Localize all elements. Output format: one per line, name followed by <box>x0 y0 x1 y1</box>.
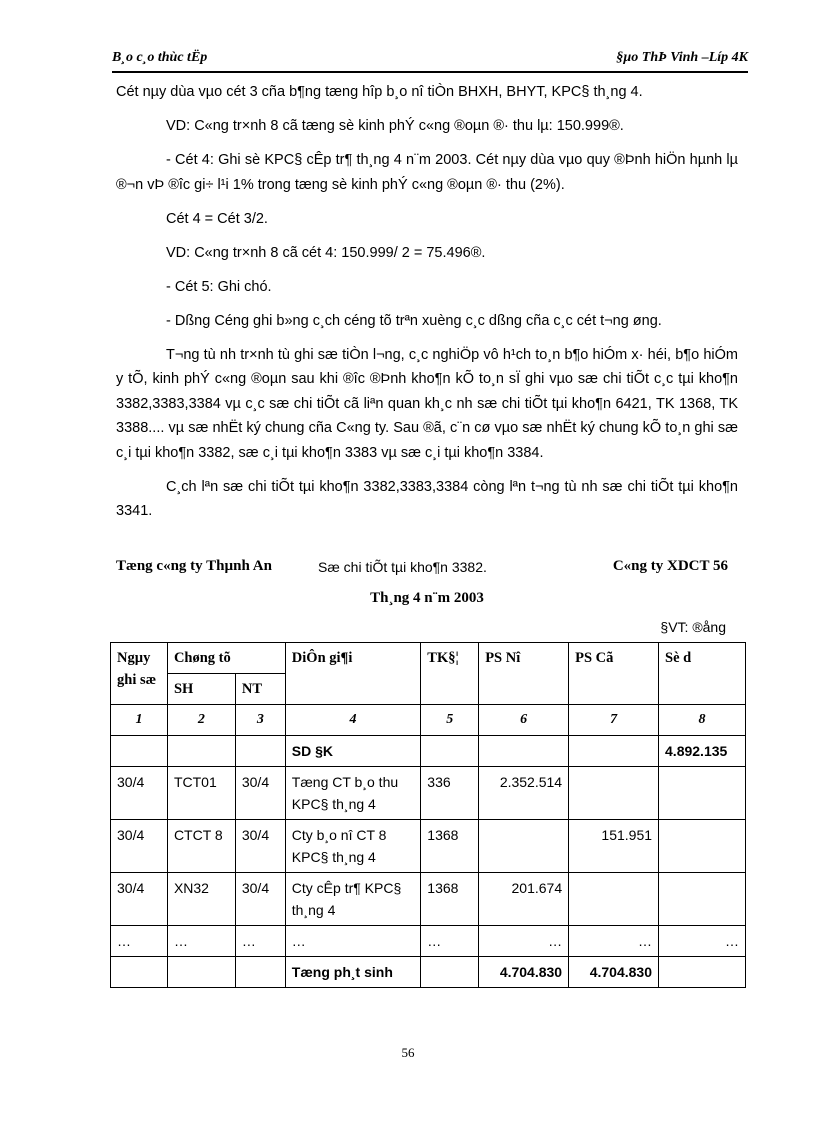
page-number: 56 <box>401 1045 415 1060</box>
paragraph: Cét 4 = Cét 3/2. <box>166 210 268 227</box>
opening-balance: 4.892.135 <box>659 736 746 767</box>
ellipsis: … <box>167 926 235 957</box>
paragraph: VD: C«ng tr×nh 8 cã cét 4: 150.999/ 2 = 75.496®. <box>166 244 486 261</box>
col-date-header: Ngµy ghi sæ <box>111 643 168 705</box>
ledger-meta <box>116 558 738 582</box>
company-right: C«ng ty XDCT 56 <box>612 558 728 574</box>
header-rule <box>112 71 748 73</box>
cell-credit <box>569 873 659 926</box>
ellipsis: … <box>479 926 569 957</box>
cell-date: 30/4 <box>111 820 168 873</box>
cell-tk: 1368 <box>421 873 479 926</box>
col-desc-header: DiÔn gi¶i <box>285 643 421 705</box>
cell-desc: Tæng CT b¸o thu KPC§ th¸ng 4 <box>285 767 421 820</box>
col-number: 8 <box>659 705 746 736</box>
ledger-unit: §VT: ®ång <box>660 619 726 635</box>
ledger-table <box>110 642 746 988</box>
table-header-row <box>111 643 746 674</box>
opening-balance-row <box>111 736 746 767</box>
col-voucher-header: Chøng tõ <box>167 643 285 674</box>
ellipsis: … <box>111 926 168 957</box>
col-number: 5 <box>421 705 479 736</box>
col-tk-header: TK§¦ <box>421 643 479 705</box>
total-label: Tæng ph¸t sinh <box>285 957 421 988</box>
ellipsis: … <box>285 926 421 957</box>
cell-credit: 151.951 <box>569 820 659 873</box>
cell-tk: 336 <box>421 767 479 820</box>
total-row <box>111 957 746 988</box>
cell-tk: 1368 <box>421 820 479 873</box>
cell-balance <box>659 767 746 820</box>
header-right: §µo ThÞ Vinh –Líp 4K <box>616 50 748 65</box>
cell-sh: XN32 <box>167 873 235 926</box>
col-debit-header: PS Nî <box>479 643 569 705</box>
column-number-row <box>111 705 746 736</box>
cell-date: 30/4 <box>111 767 168 820</box>
cell-debit: 2.352.514 <box>479 767 569 820</box>
col-number: 1 <box>111 705 168 736</box>
ellipsis: … <box>569 926 659 957</box>
book-title: Sæ chi tiÕt tµi kho¶n 3382. <box>318 559 487 575</box>
col-balance-header: Sè d <box>659 643 746 705</box>
paragraph: T¬ng tù nh tr×nh tù ghi sæ tiÒn l¬ng, c¸c nghiÖp vô h¹ch to¸n b¶o hiÓm x· héi, b¶o hiÓm y tÕ, kinh phÝ c«ng ®oµn sau khi ®îc ®Þnh kho¶n kÕ to¸n sÏ ghi vµo sæ chi tiÕt c¸c tµi kho¶n 3382,3383,3384 vµ c¸c sæ chi tiÕt cã liªn quan kh¸c nh sæ chi tiÕt tµi kho¶n 6421, TK 1368, TK 3388.... vµ sæ nhËt ký chung cña C«ng ty. Sau ®ã, c¨n cø vµo sæ nhËt ký chung kÕ to¸n ghi sæ c¸i tµi kho¶n 3382, sæ c¸i tµi kho¶n 3383 vµ sæ c¸i tµi kho¶n 3384. <box>116 346 738 461</box>
paragraph: VD: C«ng tr×nh 8 cã tæng sè kinh phÝ c«ng ®oµn ®· thu lµ: 150.999®. <box>166 118 624 134</box>
cell-credit <box>569 767 659 820</box>
ellipsis: … <box>235 926 285 957</box>
cell-nt: 30/4 <box>235 820 285 873</box>
page-header <box>112 50 748 70</box>
total-credit: 4.704.830 <box>569 957 659 988</box>
header-left: B¸o c¸o thùc tËp <box>112 50 208 65</box>
ellipsis-row <box>111 926 746 957</box>
paragraph: - Cét 4: Ghi sè KPC§ cÊp tr¶ th¸ng 4 n¨m 2003. Cét nµy dùa vµo quy ®Þnh hiÖn hµnh lµ ®¬n vÞ ®îc gi÷ l¹i 1% trong tæng sè kinh phÝ c«ng ®oµn ®· thu (2%). <box>116 152 738 193</box>
table-row <box>111 767 746 820</box>
cell-nt: 30/4 <box>235 767 285 820</box>
cell-desc: Cty b¸o nî CT 8 KPC§ th¸ng 4 <box>285 820 421 873</box>
cell-desc: Cty cÊp tr¶ KPC§ th¸ng 4 <box>285 873 421 926</box>
paragraph: - Dßng Céng ghi b»ng c¸ch céng tõ trªn xuèng c¸c dßng cña c¸c cét t¬ng øng. <box>166 312 662 329</box>
cell-date: 30/4 <box>111 873 168 926</box>
col-number: 6 <box>479 705 569 736</box>
opening-label: SD §K <box>285 736 421 767</box>
cell-debit <box>479 820 569 873</box>
col-credit-header: PS Cã <box>569 643 659 705</box>
ledger-period: Th¸ng 4 n¨m 2003 <box>370 590 484 606</box>
body-text <box>116 80 738 533</box>
paragraph: Cét nµy dùa vµo cét 3 cña b¶ng tæng hîp b¸o nî tiÒn BHXH, BHYT, KPC§ th¸ng 4. <box>116 84 643 100</box>
col-number: 3 <box>235 705 285 736</box>
table-row <box>111 873 746 926</box>
col-number: 2 <box>167 705 235 736</box>
company-left: Tæng c«ng ty Thµnh An <box>116 558 272 574</box>
table-row <box>111 820 746 873</box>
ellipsis: … <box>659 926 746 957</box>
cell-balance <box>659 873 746 926</box>
total-debit: 4.704.830 <box>479 957 569 988</box>
col-nt-header: NT <box>235 674 285 705</box>
cell-nt: 30/4 <box>235 873 285 926</box>
col-number: 7 <box>569 705 659 736</box>
ellipsis: … <box>421 926 479 957</box>
col-number: 4 <box>285 705 421 736</box>
cell-sh: TCT01 <box>167 767 235 820</box>
paragraph: - Cét 5: Ghi chó. <box>166 278 272 295</box>
cell-balance <box>659 820 746 873</box>
col-sh-header: SH <box>167 674 235 705</box>
paragraph: C¸ch lªn sæ chi tiÕt tµi kho¶n 3382,3383,3384 còng lªn t¬ng tù nh sæ chi tiÕt tµi kho¶n 3341. <box>116 478 738 519</box>
cell-debit: 201.674 <box>479 873 569 926</box>
cell-sh: CTCT 8 <box>167 820 235 873</box>
